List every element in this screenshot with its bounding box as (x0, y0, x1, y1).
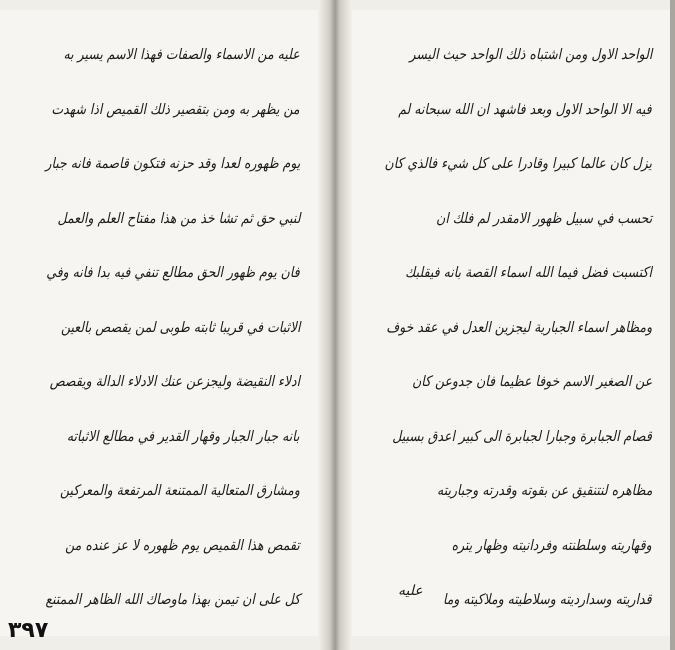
text-line: ومظاهر اسماء الجبارية ليجزين العدل في عقد خوف (386, 319, 652, 336)
left-page (0, 10, 318, 643)
left-page-text (22, 28, 300, 628)
text-line: فان يوم ظهور الحق مطالع تنفي فيه بدا فانه وفي (46, 265, 300, 282)
text-line: قصام الجبابرة وجبارا لجبابرة الى كبير اعدق بسبيل (392, 428, 652, 445)
text-line: تقمص هذا القميص يوم ظهوره لا عز عنده من (65, 537, 300, 554)
text-line: عليه من الاسماء والصفات فهذا الاسم يسير به (63, 47, 300, 64)
text-line: وقهاريته وسلطنته وفردانيته وظهار يتره (451, 537, 652, 554)
text-line: مظاهره لنتنقيق عن بقوته وقدرته وجباريته (436, 483, 652, 500)
right-page (352, 10, 670, 636)
text-line: عن الصغير الاسم خوفا عظيما فان جدوعن كان (411, 374, 652, 391)
text-line: اكتسبت فضل فيما الله اسماء القصة بانه فيقلبك (405, 265, 652, 282)
text-line: الاثبات في قريبا ثابته طوبى لمن يقصص بالعين (60, 319, 300, 336)
text-line: بانه جبار الجبار وقهار القدير في مطالع الاثباته (67, 428, 300, 445)
text-line: يزل كان عالما كبيرا وقادرا على كل شيء فالذي كان (384, 156, 652, 173)
catchword: عليه (398, 583, 423, 599)
page-number: ٣٩٧ (8, 618, 49, 643)
text-line: كل على ان تيمن بهذا ماوصاك الله الظاهر الممتنع (45, 592, 300, 609)
text-line: من يظهر به ومن بتقصير ذلك القميص اذا شهدت (51, 101, 300, 118)
text-line: يوم ظهوره لعدا وقد حزنه فتكون قاصمة فانه جبار (45, 156, 300, 173)
text-line: ومشارق المتعالية الممتنعة المرتفعة والمعركين (60, 483, 300, 500)
text-line: قداريته وسدارديته وسلاطيته وملاكيته وما (443, 592, 652, 609)
page-edge (670, 0, 675, 650)
text-line: تحسب في سبيل ظهور الامقدر لم فلك ان (435, 210, 652, 227)
text-line: لنبي حق ثم تشا خذ من هذا مفتاح العلم والعمل (57, 210, 300, 227)
text-line: الواحد الاول ومن اشتباه ذلك الواحد حيث اليسر (409, 47, 652, 64)
book-gutter (318, 0, 352, 650)
text-line: ادلاء النقيضة وليجزعن عنك الادلاء الدالة ويقصص (49, 374, 300, 391)
right-page-text (374, 28, 652, 628)
text-line: فيه الا الواحد الاول وبعد فاشهد ان الله سبحانه لم (398, 101, 652, 118)
